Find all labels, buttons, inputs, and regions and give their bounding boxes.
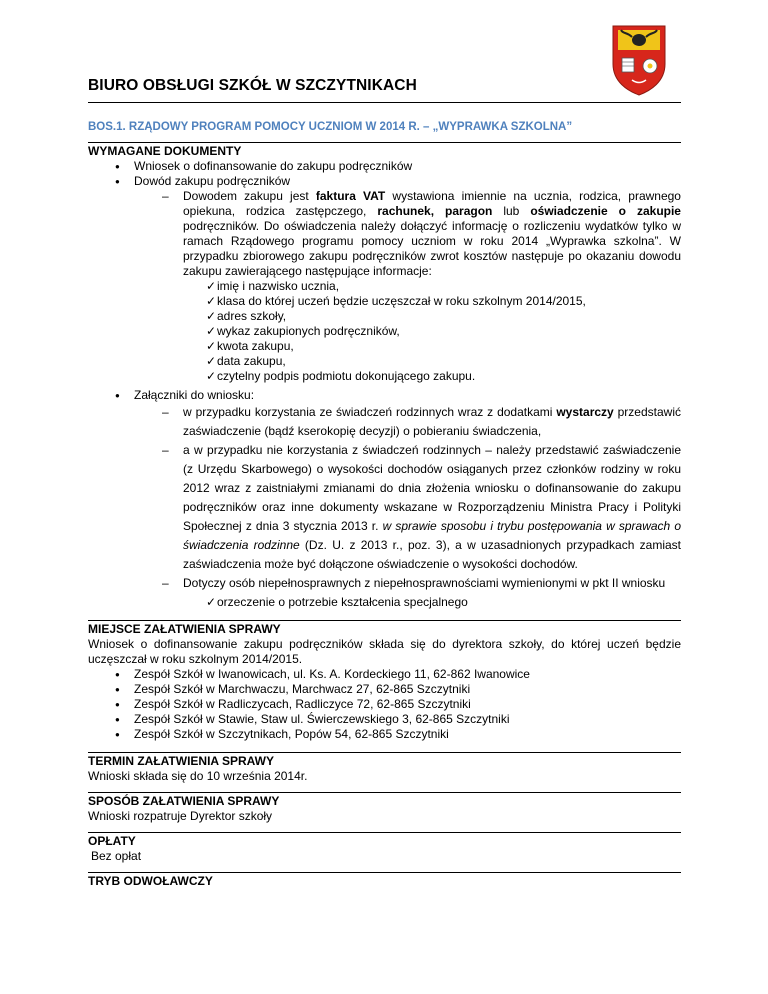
attachment-text: a w przypadku nie korzystania z świadczeń rodzinnych – należy przedstawić zaświadczenie (z Urzędu Skarbowego) o wysokości dochodów osiąganych przez członków rodziny w roku 2012 wraz z zaistniałymi zmianami do dnia złożenia wniosku o dofinansowanie do zakupu podręczników oraz inne dokumenty wskazane w Rozporządzeniu Ministra Pracy i Polityki Społecznej z dnia 3 stycznia 2013 r. (183, 443, 681, 533)
bullet-icon: ● (115, 730, 120, 739)
school-item (88, 697, 681, 712)
schools-list (88, 667, 681, 742)
fees-text: Bez opłat (91, 849, 142, 863)
check-item (88, 294, 681, 309)
check-icon: ✓ (206, 324, 217, 338)
bullet-icon: ● (115, 670, 120, 679)
fees-heading: OPŁATY (88, 834, 136, 848)
method-section (88, 794, 681, 833)
attachment-text: przedstawić zaświadczenie (bądź kserokopię decyzji) o pobieraniu świadczenia, (183, 405, 681, 438)
deadline-section (88, 754, 681, 793)
document-item-attachments: Załączniki do wniosku: (134, 388, 255, 402)
bullet-icon: ● (115, 700, 120, 709)
bullet-icon: ● (115, 685, 120, 694)
school-item (88, 727, 681, 742)
document-item-application: Wniosek o dofinansowanie do zakupu podręczników (134, 159, 413, 173)
deadline-text: Wnioski składa się do 10 września 2014r. (88, 769, 308, 783)
deadline-heading: TERMIN ZAŁATWIENIA SPRAWY (88, 754, 274, 768)
school-text: Zespół Szkół w Stawie, Staw ul. Świerczewskiego 3, 62-865 Szczytniki (134, 712, 510, 726)
attachment-bold: wystarczy (556, 405, 614, 419)
bullet-icon: ● (115, 391, 120, 400)
program-title: BOS.1. RZĄDOWY PROGRAM POMOCY UCZNIOM W 2014 R. – „WYPRAWKA SZKOLNA” (88, 121, 573, 133)
school-text: Zespół Szkół w Iwanowicach, ul. Ks. A. Kordeckiego 11, 62-862 Iwanowice (134, 667, 530, 681)
school-item (88, 682, 681, 697)
list-item (88, 159, 681, 174)
checklist (88, 279, 681, 384)
check-item (88, 324, 681, 339)
document-content (88, 141, 681, 889)
list-item (88, 189, 681, 384)
place-intro: Wniosek o dofinansowanie zakupu podręczników składa się do dyrektora szkoły, do której uczeń będzie uczęszczał w roku szkolnym 2014/2015. (88, 637, 681, 666)
list-item (88, 441, 681, 574)
check-item (88, 339, 681, 354)
proof-bold: faktura VAT (315, 189, 386, 203)
check-icon: ✓ (206, 369, 217, 383)
section-divider (88, 742, 681, 753)
check-item-text: wykaz zakupionych podręczników, (217, 324, 400, 338)
list-item (88, 174, 681, 384)
section-divider (88, 612, 681, 621)
check-item-text: imię i nazwisko ucznia, (217, 279, 340, 293)
appeal-heading: TRYB ODWOŁAWCZY (88, 874, 213, 888)
school-text: Zespół Szkół w Szczytnikach, Popów 54, 62-865 Szczytniki (134, 727, 449, 741)
fees-section (88, 834, 681, 873)
check-item-text: klasa do której uczeń będzie uczęszczał w roku szkolnym 2014/2015, (217, 294, 586, 308)
proof-text: Dowodem zakupu jest (183, 189, 316, 203)
method-heading: SPOSÓB ZAŁATWIENIA SPRAWY (88, 794, 280, 808)
required-documents-heading: WYMAGANE DOKUMENTY (88, 144, 242, 158)
check-item-text: kwota zakupu, (217, 339, 294, 353)
school-item (88, 667, 681, 682)
check-item (88, 369, 681, 384)
proof-text: wystawiona imiennie na ucznia, rodzica, prawnego opiekuna, rodzica zastępczego, (183, 189, 681, 218)
proof-bold: oświadczenie o zakupie (530, 204, 681, 218)
school-item (88, 712, 681, 727)
appeal-section (88, 874, 681, 889)
bullet-icon: ● (115, 177, 120, 186)
check-icon: ✓ (206, 339, 217, 353)
check-item-text: orzeczenie o potrzebie kształcenia specjalnego (217, 595, 468, 609)
dash-icon: – (162, 189, 169, 203)
list-item (88, 574, 681, 612)
check-item (88, 354, 681, 369)
section-divider (88, 824, 681, 833)
list-item (88, 388, 681, 612)
dash-icon: – (162, 443, 169, 457)
proof-text: podręczników. Do oświadczenia należy dołączyć informację o rozliczeniu wydatków tylko w ramach Rządowego programu pomocy uczniom w roku 2014 „Wyprawka szkolna”. W przypadku zbiorowego zakupu podręczników zwrot kosztów następuje po okazaniu dowodu zakupu zawierającego następujące informacje: (183, 219, 681, 278)
bullet-icon: ● (115, 162, 120, 171)
place-heading: MIEJSCE ZAŁATWIENIA SPRAWY (88, 622, 281, 636)
check-item-text: czytelny podpis podmiotu dokonującego zakupu. (217, 369, 476, 383)
check-icon: ✓ (206, 294, 217, 308)
place-section (88, 622, 681, 753)
check-item (183, 593, 468, 612)
list-item (88, 403, 681, 441)
proof-bold: rachunek, paragon (377, 204, 493, 218)
section-divider (88, 864, 681, 873)
school-text: Zespół Szkół w Radliczycach, Radliczyce 72, 62-865 Szczytniki (134, 697, 471, 711)
coat-of-arms-icon (610, 24, 668, 96)
attachment-text: (Dz. U. z 2013 r., poz. 3), a w uzasadnionych przypadkach zamiast zaświadczenia może być dołączone oświadczenie o wysokości dochodów. (183, 538, 682, 571)
check-icon: ✓ (206, 279, 217, 293)
proof-text: lub (492, 204, 531, 218)
check-item (88, 309, 681, 324)
dash-icon: – (162, 405, 169, 419)
required-documents-section (88, 144, 681, 621)
check-item-text: data zakupu, (217, 354, 286, 368)
bullet-icon: ● (115, 715, 120, 724)
attachment-text: Dotyczy osób niepełnosprawnych z niepełnosprawnościami wymienionymi w pkt II wniosku (183, 576, 666, 590)
method-text: Wnioski rozpatruje Dyrektor szkoły (88, 809, 273, 823)
check-icon: ✓ (206, 354, 217, 368)
check-icon: ✓ (206, 309, 217, 323)
check-item-text: adres szkoły, (217, 309, 287, 323)
attachment-italic: w sprawie sposobu i trybu postępowania w sprawach o świadczenia rodzinne (183, 519, 681, 552)
dash-icon: – (162, 576, 169, 590)
title-divider (88, 102, 681, 103)
document-item-proof: Dowód zakupu podręczników (134, 174, 291, 188)
check-icon: ✓ (206, 595, 217, 609)
section-divider (88, 784, 681, 793)
attachment-text: w przypadku korzystania ze świadczeń rodzinnych wraz z dodatkami (183, 405, 557, 419)
attachments-sublist (88, 403, 681, 612)
office-title: BIURO OBSŁUGI SZKÓŁ W SZCZYTNIKACH (88, 77, 417, 94)
check-item (88, 279, 681, 294)
proof-sublist (88, 189, 681, 384)
documents-list (88, 159, 681, 612)
school-text: Zespół Szkół w Marchwaczu, Marchwacz 27, 62-865 Szczytniki (134, 682, 471, 696)
